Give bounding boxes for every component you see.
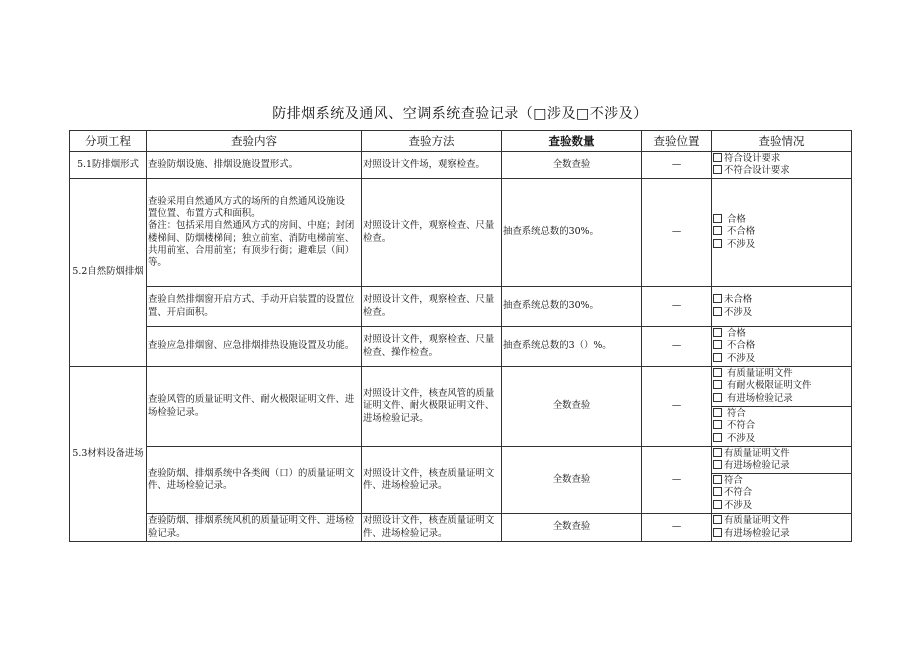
checkbox-icon[interactable] — [713, 487, 722, 496]
checkbox-option[interactable]: 不涉及 — [713, 433, 850, 445]
checkbox-option[interactable]: 未合格 — [713, 294, 850, 306]
status-cell — [712, 407, 852, 447]
checkbox-icon[interactable] — [713, 393, 722, 402]
checkbox-icon[interactable] — [713, 239, 722, 248]
checkbox-option[interactable]: 不涉及 — [713, 307, 850, 319]
checkbox-icon[interactable] — [713, 294, 722, 303]
checkbox-option[interactable]: 不符合 — [713, 420, 850, 432]
checkbox-option[interactable]: 合格 — [713, 328, 850, 340]
checkbox-option[interactable]: 有进场检验记录 — [713, 460, 850, 472]
header-item: 分项工程 — [70, 131, 147, 152]
header-quantity: 查验数量 — [502, 131, 642, 152]
status-cell — [712, 327, 852, 367]
content-cell: 查验风管的质量证明文件、耐火极限证明文件、进 场检验记录。 — [147, 367, 362, 447]
position-cell: — — [642, 152, 712, 179]
checkbox-icon[interactable] — [713, 214, 722, 223]
checkbox-option[interactable]: 不涉及 — [713, 239, 850, 251]
item-cell: 5.1防排烟形式 — [70, 152, 147, 179]
checkbox-option[interactable]: 有质量证明文件 — [713, 448, 850, 460]
checkbox-icon[interactable] — [713, 448, 722, 457]
table-row — [70, 367, 852, 407]
status-cell — [712, 474, 852, 514]
position-cell: — — [642, 179, 712, 287]
checkbox-icon[interactable] — [713, 433, 722, 442]
method-cell: 对照设计文件，观察检查、尺量 检查。 — [362, 179, 502, 287]
checkbox-option[interactable]: 不合格 — [713, 226, 850, 238]
content-cell: 查验采用自然通风方式的场所的自然通风设施设 置位置、布置方式和面积。 备注：包括采用自然通风方式的房间、中庭；封闭 楼梯间、防烟楼梯间；独立前室、消防电梯前室、 共用前室、合用前室；有顶步行街；避难层（间） 等。 — [147, 179, 362, 287]
method-cell: 对照设计文件，核查风管的质量 证明文件、耐火极限证明文件、 进场检验记录。 — [362, 367, 502, 447]
checkbox-icon[interactable] — [713, 340, 722, 349]
checkbox-icon[interactable] — [713, 226, 722, 235]
position-cell: — — [642, 287, 712, 327]
status-cell — [712, 287, 852, 327]
checkbox-option[interactable]: 符合 — [713, 475, 850, 487]
quantity-cell: 全数查验 — [502, 367, 642, 447]
table-row — [70, 514, 852, 542]
table-header-row — [70, 131, 852, 152]
table-row — [70, 447, 852, 474]
checkbox-icon[interactable] — [713, 408, 722, 417]
checkbox-option[interactable]: 不合格 — [713, 340, 850, 352]
status-cell — [712, 447, 852, 474]
checkbox-option[interactable]: 有进场检验记录 — [713, 528, 850, 540]
method-cell: 对照设计文件场，观察检查。 — [362, 152, 502, 179]
quantity-cell: 抽查系统总数的3（）%。 — [502, 327, 642, 367]
quantity-cell: 全数查验 — [502, 514, 642, 542]
status-cell — [712, 514, 852, 542]
checkbox-icon[interactable] — [713, 460, 722, 469]
table-row — [70, 179, 852, 287]
content-cell: 查验自然排烟窗开启方式、手动开启装置的设置位 置、开启面积。 — [147, 287, 362, 327]
quantity-cell: 全数查验 — [502, 447, 642, 514]
checkbox-icon[interactable] — [713, 475, 722, 484]
item-cell: 5.3材料设备进场 — [70, 367, 147, 542]
content-cell: 查验防烟设施、排烟设施设置形式。 — [147, 152, 362, 179]
quantity-cell: 抽查系统总数的30%。 — [502, 179, 642, 287]
method-cell: 对照设计文件，核查质量证明文 件、进场检验记录。 — [362, 447, 502, 514]
checkbox-icon[interactable] — [713, 353, 722, 362]
page-title: 防排烟系统及通风、空调系统查验记录（□涉及□不涉及） — [272, 106, 648, 122]
header-status: 查验情况 — [712, 131, 852, 152]
table-row — [70, 287, 852, 327]
checkbox-option[interactable]: 符合 — [713, 408, 850, 420]
content-cell: 查验防烟、排烟系统风机的质量证明文件、进场检 验记录。 — [147, 514, 362, 542]
checkbox-icon[interactable] — [713, 420, 722, 429]
checkbox-option[interactable]: 不涉及 — [713, 353, 850, 365]
checkbox-option[interactable]: 有质量证明文件 — [713, 368, 850, 380]
quantity-cell: 抽查系统总数的30%。 — [502, 287, 642, 327]
checkbox-icon[interactable] — [713, 328, 722, 337]
checkbox-icon[interactable] — [713, 528, 722, 537]
status-cell — [712, 367, 852, 407]
method-cell: 对照设计文件，核查质量证明文 件、进场检验记录。 — [362, 514, 502, 542]
status-cell — [712, 179, 852, 287]
checkbox-option[interactable]: 符合设计要求 — [713, 153, 850, 165]
checkbox-option[interactable]: 合格 — [713, 214, 850, 226]
item-cell: 5.2自然防烟排烟 — [70, 179, 147, 367]
status-cell — [712, 152, 852, 179]
checkbox-icon[interactable] — [713, 380, 722, 389]
checkbox-icon[interactable] — [713, 153, 722, 162]
method-cell: 对照设计文件，观察检查、尺量 检查。 — [362, 287, 502, 327]
checkbox-option[interactable]: 有耐火极限证明文件 — [713, 380, 850, 392]
checkbox-icon[interactable] — [713, 165, 722, 174]
header-position: 查验位置 — [642, 131, 712, 152]
checkbox-icon[interactable] — [713, 500, 722, 509]
position-cell: — — [642, 447, 712, 514]
checkbox-option[interactable]: 不涉及 — [713, 500, 850, 512]
table-row — [70, 327, 852, 367]
checkbox-icon[interactable] — [713, 515, 722, 524]
content-cell: 查验应急排烟窗、应急排烟排热设施设置及功能。 — [147, 327, 362, 367]
checkbox-option[interactable]: 有进场检验记录 — [713, 393, 850, 405]
header-content: 查验内容 — [147, 131, 362, 152]
checkbox-icon[interactable] — [713, 307, 722, 316]
header-method: 查验方法 — [362, 131, 502, 152]
position-cell: — — [642, 514, 712, 542]
quantity-cell: 全数查验 — [502, 152, 642, 179]
checkbox-option[interactable]: 有质量证明文件 — [713, 515, 850, 527]
inspection-table — [69, 130, 852, 542]
content-cell: 查验防烟、排烟系统中各类阀（口）的质量证明文 件、进场检验记录。 — [147, 447, 362, 514]
table-row — [70, 152, 852, 179]
position-cell: — — [642, 327, 712, 367]
method-cell: 对照设计文件，观察检查、尺量 检查、操作检查。 — [362, 327, 502, 367]
checkbox-icon[interactable] — [713, 368, 722, 377]
checkbox-option[interactable]: 不符合 — [713, 487, 850, 499]
position-cell: — — [642, 367, 712, 447]
checkbox-option[interactable]: 不符合设计要求 — [713, 165, 850, 177]
